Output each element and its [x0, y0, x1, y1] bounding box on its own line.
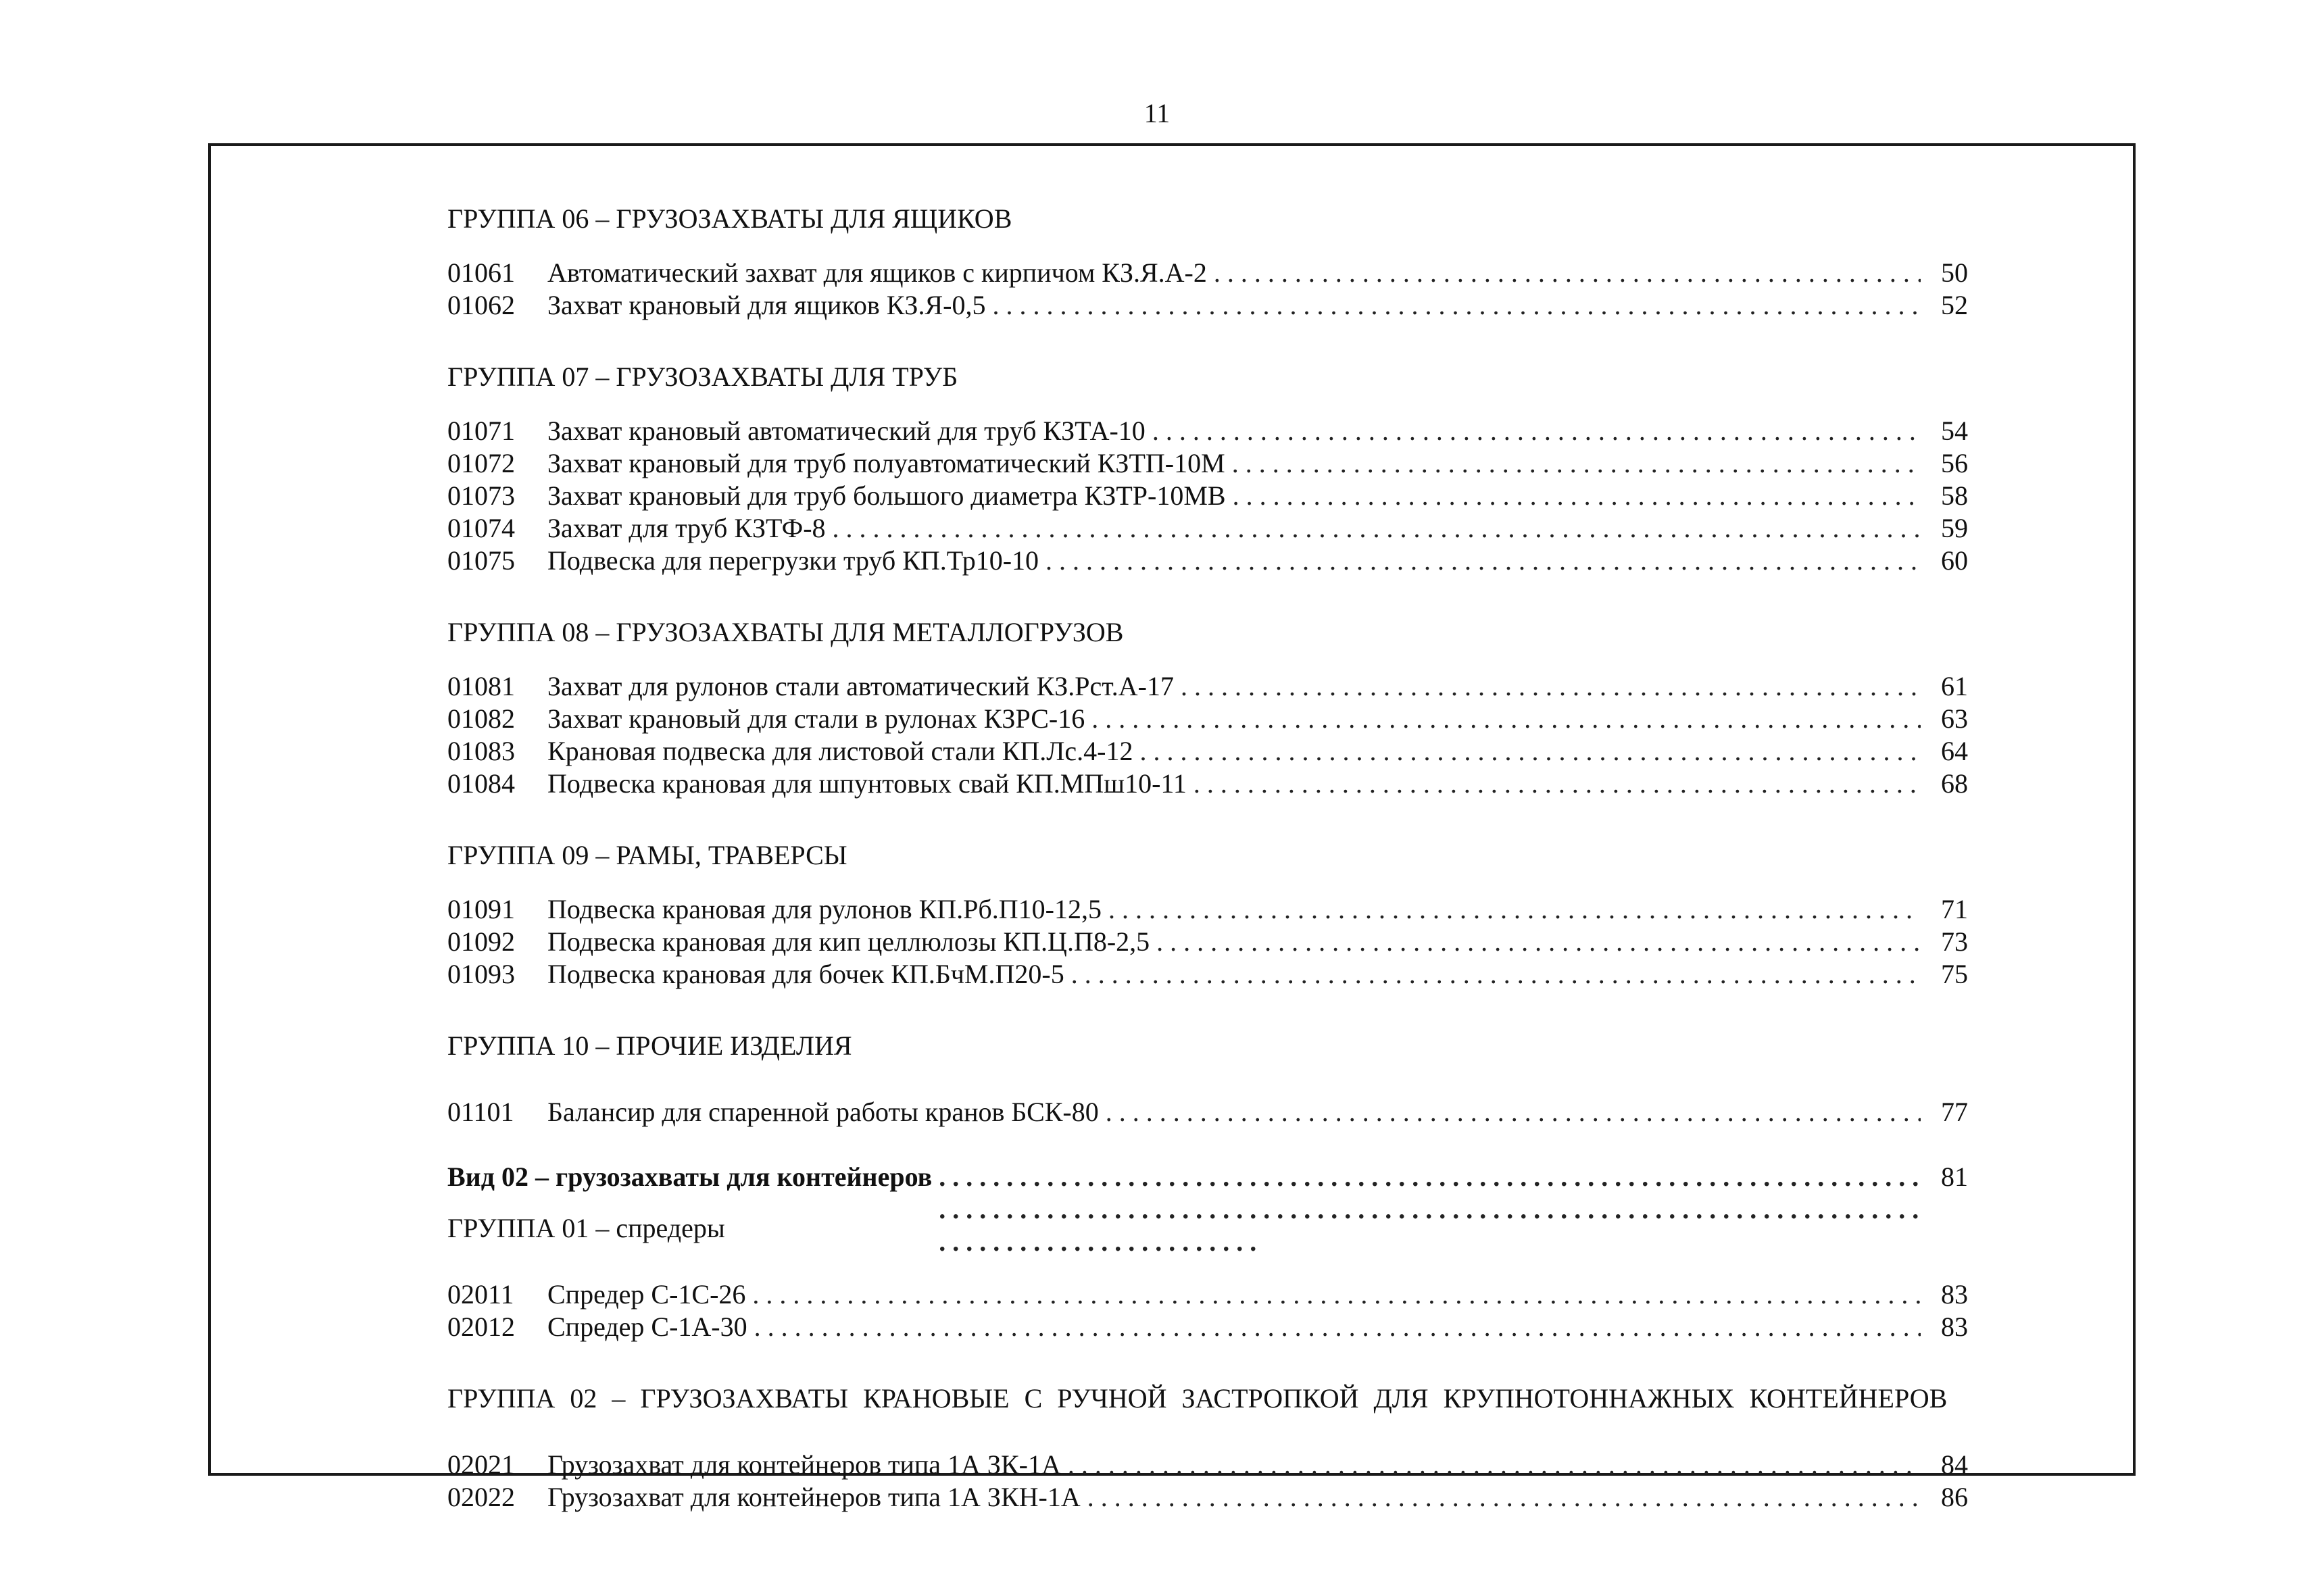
dot-leader — [833, 512, 1921, 545]
entry-code: 01062 — [447, 290, 515, 320]
dot-leader — [1045, 545, 1921, 577]
entry-title: Балансир для спаренной работы кранов БСК-80 — [547, 1097, 1099, 1127]
group-heading: ГРУППА 07 – ГРУЗОЗАХВАТЫ ДЛЯ ТРУБ — [447, 361, 958, 392]
entry-page: 83 — [1941, 1279, 1968, 1310]
dot-leader — [1068, 1449, 1921, 1481]
dot-leader — [1214, 257, 1921, 289]
entry-page: 63 — [1941, 703, 1968, 734]
entry-title: Захват крановый автоматический для труб КЗТА-10 — [547, 416, 1146, 446]
entry-title: Подвеска крановая для кип целлюлозы КП.Ц.П8-2,5 — [547, 926, 1150, 957]
entry-code: 01091 — [447, 894, 515, 924]
entry-code: 01061 — [447, 257, 515, 288]
entry-page: 50 — [1941, 257, 1968, 288]
toc-entry[interactable] — [447, 958, 1968, 991]
toc-entry[interactable] — [447, 735, 1968, 768]
dot-leader — [1233, 480, 1921, 512]
entry-page: 84 — [1941, 1449, 1968, 1480]
entry-title: Захват для труб КЗТФ-8 — [547, 513, 826, 543]
entry-code: 01093 — [447, 959, 515, 989]
group-heading: ГРУППА 06 – ГРУЗОЗАХВАТЫ ДЛЯ ЯЩИКОВ — [447, 203, 1012, 234]
entry-page: 68 — [1941, 768, 1968, 799]
toc-entry[interactable] — [447, 926, 1968, 958]
entry-page: 75 — [1941, 959, 1968, 989]
dot-leader — [939, 1161, 1921, 1258]
entry-title: Подвеска для перегрузки труб КП.Тр10-10 — [547, 545, 1039, 576]
toc-entry[interactable] — [447, 1096, 1968, 1128]
entry-title: Спредер С-1А-30 — [547, 1312, 747, 1342]
entry-code: 01092 — [447, 926, 515, 957]
entry-page: 52 — [1941, 290, 1968, 320]
toc-entry[interactable] — [447, 703, 1968, 735]
entry-code: 01075 — [447, 545, 515, 576]
group-heading: ГРУППА 10 – ПРОЧИЕ ИЗДЕЛИЯ — [447, 1030, 852, 1061]
toc-entry[interactable] — [447, 289, 1968, 322]
entry-code: 01072 — [447, 448, 515, 478]
dot-leader — [1108, 893, 1921, 926]
entry-page: 56 — [1941, 448, 1968, 478]
dot-leader — [1071, 958, 1921, 991]
kind-title: Вид 02 – грузозахваты для контейнеров — [447, 1162, 933, 1192]
group-heading: ГРУППА 08 – ГРУЗОЗАХВАТЫ ДЛЯ МЕТАЛЛОГРУЗОВ — [447, 617, 1124, 647]
entry-page: 77 — [1941, 1097, 1968, 1127]
dot-leader — [1232, 447, 1921, 480]
entry-title: Захват крановый для ящиков КЗ.Я-0,5 — [547, 290, 986, 320]
toc-entry[interactable] — [447, 447, 1968, 480]
table-of-contents — [447, 203, 1968, 1514]
entry-page: 54 — [1941, 416, 1968, 446]
entry-page: 61 — [1941, 671, 1968, 701]
entry-code: 01081 — [447, 671, 515, 701]
dot-leader — [1091, 703, 1921, 735]
entry-page: 59 — [1941, 513, 1968, 543]
entry-code: 01073 — [447, 480, 515, 511]
dot-leader — [992, 289, 1921, 322]
entry-page: 64 — [1941, 736, 1968, 766]
entry-code: 02021 — [447, 1449, 515, 1480]
entry-code: 01074 — [447, 513, 515, 543]
dot-leader — [1193, 768, 1921, 800]
toc-entry[interactable] — [447, 545, 1968, 577]
group-heading: ГРУППА 09 – РАМЫ, ТРАВЕРСЫ — [447, 840, 847, 870]
entry-page: 73 — [1941, 926, 1968, 957]
dot-leader — [754, 1311, 1921, 1343]
group-heading: ГРУППА 01 – спредеры — [447, 1213, 725, 1243]
toc-entry[interactable] — [447, 670, 1968, 703]
entry-page: 60 — [1941, 545, 1968, 576]
kind-heading[interactable] — [447, 1161, 1968, 1193]
entry-code: 01071 — [447, 416, 515, 446]
entry-title: Автоматический захват для ящиков с кирпичом КЗ.Я.А-2 — [547, 257, 1207, 288]
entry-code: 01084 — [447, 768, 515, 799]
dot-leader — [1152, 415, 1921, 447]
entry-code: 02011 — [447, 1279, 514, 1310]
entry-title: Захват для рулонов стали автоматический КЗ.Рст.А-17 — [547, 671, 1174, 701]
entry-title: Крановая подвеска для листовой стали КП.Лс.4-12 — [547, 736, 1133, 766]
dot-leader — [1139, 735, 1921, 768]
entry-page: 83 — [1941, 1312, 1968, 1342]
dot-leader — [1087, 1481, 1921, 1514]
toc-entry[interactable] — [447, 893, 1968, 926]
page-number: 11 — [1143, 98, 1171, 128]
entry-title: Подвеска крановая для шпунтовых свай КП.МПш10-11 — [547, 768, 1187, 799]
entry-code: 01101 — [447, 1097, 514, 1127]
entry-code: 02022 — [447, 1482, 515, 1512]
entry-title: Захват крановый для стали в рулонах КЗРС-16 — [547, 703, 1085, 734]
entry-title: Подвеска крановая для рулонов КП.Рб.П10-12,5 — [547, 894, 1102, 924]
dot-leader — [1106, 1096, 1921, 1128]
kind-page: 81 — [1941, 1162, 1968, 1192]
dot-leader — [752, 1278, 1921, 1311]
entry-page: 58 — [1941, 480, 1968, 511]
entry-page: 71 — [1941, 894, 1968, 924]
toc-entry[interactable] — [447, 257, 1968, 289]
toc-entry[interactable] — [447, 1449, 1968, 1481]
toc-entry[interactable] — [447, 768, 1968, 800]
entry-title: Захват крановый для труб полуавтоматический КЗТП-10М — [547, 448, 1225, 478]
toc-entry[interactable] — [447, 1481, 1968, 1514]
entry-page: 86 — [1941, 1482, 1968, 1512]
entry-code: 01083 — [447, 736, 515, 766]
entry-title: Грузозахват для контейнеров типа 1А ЗК-1А — [547, 1449, 1061, 1480]
entry-title: Спредер С-1С-26 — [547, 1279, 746, 1310]
group-heading: ГРУППА 02 – ГРУЗОЗАХВАТЫ КРАНОВЫЕ С РУЧНОЙ ЗАСТРОПКОЙ ДЛЯ КРУПНОТОННАЖНЫХ КОНТЕЙНЕРОВ — [447, 1383, 1948, 1414]
entry-code: 01082 — [447, 703, 515, 734]
entry-title: Подвеска крановая для бочек КП.БчМ.П20-5 — [547, 959, 1064, 989]
entry-title: Грузозахват для контейнеров типа 1А ЗКН-1А — [547, 1482, 1081, 1512]
entry-title: Захват крановый для труб большого диаметра КЗТР-10МВ — [547, 480, 1226, 511]
toc-entry[interactable] — [447, 1311, 1968, 1343]
toc-entry[interactable] — [447, 480, 1968, 512]
toc-entry[interactable] — [447, 1278, 1968, 1311]
toc-entry[interactable] — [447, 512, 1968, 545]
entry-code: 02012 — [447, 1312, 515, 1342]
toc-entry[interactable] — [447, 415, 1968, 447]
dot-leader — [1156, 926, 1921, 958]
dot-leader — [1181, 670, 1921, 703]
